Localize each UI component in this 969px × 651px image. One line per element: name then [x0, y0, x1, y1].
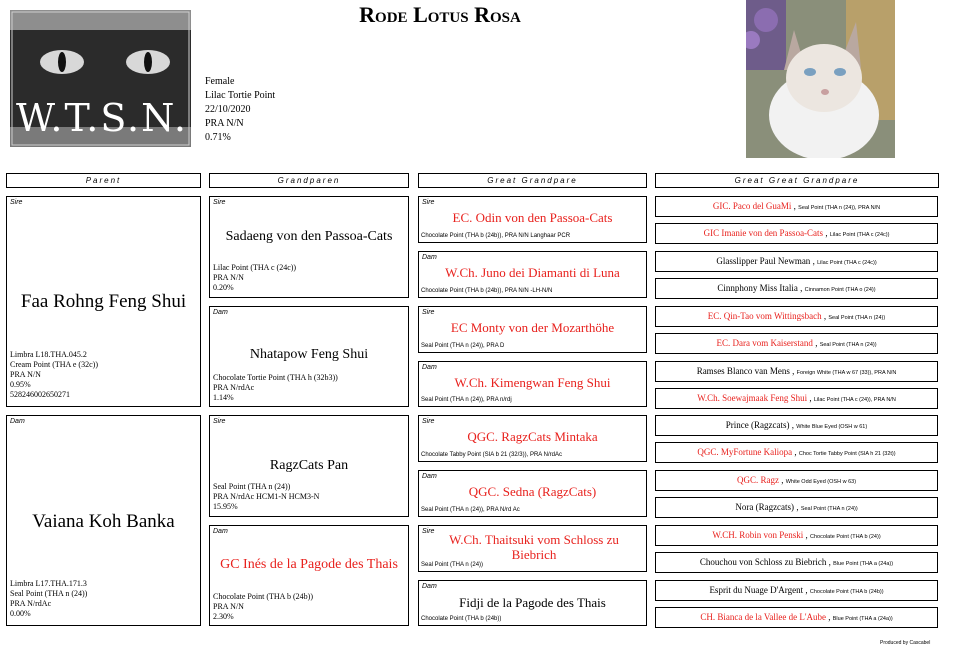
parent-pra: PRA N/N	[10, 370, 41, 379]
great-grandparent-name: W.Ch. Juno dei Diamanti di Luna	[445, 265, 620, 280]
role-label: Sire	[10, 199, 23, 206]
ggg-name: QGC. Ragz	[736, 475, 779, 485]
ggg-name: GIC. Paco del GuaMi	[712, 201, 792, 211]
ggg-12: Nora (Ragzcats) , Seal Point (THA n (24))	[655, 497, 938, 518]
grandparent-coi: 15.95%	[213, 502, 238, 511]
grandparent-pra: PRA N/N	[213, 602, 244, 611]
grandparent-1	[209, 196, 409, 298]
parent-name: Faa Rohng Feng Shui	[20, 291, 187, 312]
ggg-name: CH. Bianca de la Vallee de L'Aube	[700, 612, 826, 622]
ggg-info: Seal Point (THA n (24))	[828, 315, 886, 321]
cat-sex: Female	[205, 76, 235, 87]
parent-pra: PRA N/rdAc	[10, 599, 52, 608]
great-grandparent-8	[418, 580, 647, 626]
ggg-info: White Odd Eyed (OSH w 63)	[785, 479, 857, 485]
ggg-11: QGC. Ragz , White Odd Eyed (OSH w 63)	[655, 470, 938, 491]
great-grandparent-5	[418, 415, 647, 462]
parent-reg: Limbra L18.THA.045.2	[10, 350, 87, 359]
great-grandparent-info: Chocolate Tabby Point (SIA b 21 (32/3)), PRA N/rdAc	[421, 452, 562, 458]
ggg-13: W.CH. Robin von Penski , Chocolate Point (THA b (24))	[655, 525, 938, 546]
great-grandparent-info: Chocolate Point (THA b (24b)), PRA N/N Langhaar PCR	[421, 233, 571, 239]
grandparent-3	[209, 415, 409, 517]
grandparent-name: Nhatapow Feng Shui	[249, 347, 369, 362]
parent-color: Seal Point (THA n (24))	[10, 589, 88, 598]
parent-dam	[6, 415, 201, 626]
ggg-6: EC. Dara vom Kaiserstand , Seal Point (THA n (24))	[655, 333, 938, 354]
role-label: Dam	[213, 528, 228, 535]
ggg-7: Ramses Blanco van Mens , Foreign White (THA w 67 (33)), PRA N/N	[655, 361, 938, 382]
cat-photo-image	[746, 0, 895, 158]
ggg-name: W.Ch. Soewajmaak Feng Shui	[697, 393, 808, 403]
great-grandparent-1	[418, 196, 647, 243]
ggg-info: Lilac Point (THA c (24)), PRA N/N	[813, 397, 896, 403]
role-label: Dam	[422, 583, 437, 590]
cat-dob: 22/10/2020	[205, 104, 251, 115]
ggg-name: Prince (Ragzcats)	[725, 420, 790, 430]
role-label: Dam	[422, 473, 437, 480]
ggg-info: Blue Point (THA a (24a))	[832, 616, 893, 622]
ggg-name: Esprit du Nuage D'Argent	[709, 585, 804, 595]
ggg-1: GIC. Paco del GuaMi , Seal Point (THA n (24)), PRA N/N	[655, 196, 938, 217]
ggg-name: Cinnphony Miss Italia	[717, 283, 798, 293]
role-label: Sire	[422, 199, 435, 206]
parent-sire	[6, 196, 201, 407]
ggg-5: EC. Qin-Tao vom Wittingsbach , Seal Point (THA n (24))	[655, 306, 938, 327]
great-grandparent-4	[418, 361, 647, 407]
header-great-grandparent: Great Grandpare	[418, 173, 647, 188]
grandparent-pra: PRA N/rdAc	[213, 383, 255, 392]
great-grandparent-name: EC Monty von der Mozarthöhe	[450, 320, 615, 335]
grandparent-name: Sadaeng von den Passoa-Cats	[225, 229, 393, 244]
ggg-info: Chocolate Point (THA b (24))	[810, 534, 881, 540]
ggg-9: Prince (Ragzcats) , White Blue Eyed (OSH w 61)	[655, 415, 938, 436]
great-grandparent-name: QGC. RagzCats Mintaka	[467, 429, 598, 444]
ggg-info: Blue Point (THA a (24a))	[833, 561, 894, 567]
logo-text: W.T.S.N.	[16, 96, 188, 140]
role-label: Sire	[213, 199, 226, 206]
parent-coi: 0.00%	[10, 609, 31, 618]
ggg-10: QGC. MyFortune Kaliopa , Choc Tortie Tabby Point (SIA h 21 (32t))	[655, 442, 938, 463]
grandparent-2	[209, 306, 409, 407]
parent-color: Cream Point (THA e (32c))	[10, 360, 98, 369]
ggg-info: Chocolate Point (THA b (24b))	[809, 589, 884, 595]
grandparent-color: Lilac Point (THA c (24c))	[213, 263, 297, 272]
footer-credit: Produced by Cascabel	[880, 640, 931, 646]
great-grandparent-name: W.Ch. Kimengwan Feng Shui	[454, 375, 611, 390]
ggg-info: Lilac Point (THA c (24c))	[829, 232, 890, 238]
great-grandparent-7	[418, 525, 647, 572]
great-grandparent-info: Seal Point (THA n (24)), PRA D	[421, 343, 505, 349]
parent-reg: Limbra L17.THA.171.3	[10, 579, 87, 588]
ggg-info: Choc Tortie Tabby Point (SIA h 21 (32t))	[798, 451, 896, 457]
cat-color: Lilac Tortie Point	[205, 90, 276, 101]
ggg-info: Lilac Point (THA c (24c))	[817, 260, 877, 266]
grandparent-color: Chocolate Tortie Point (THA h (32b3))	[213, 373, 338, 382]
cat-pra: PRA N/N	[205, 118, 244, 129]
grandparent-coi: 2.30%	[213, 612, 234, 621]
role-label: Sire	[422, 309, 435, 316]
great-grandparent-info: Seal Point (THA n (24)), PRA N/rd Ac	[421, 507, 520, 513]
cat-coi: 0.71%	[205, 132, 231, 143]
ggg-info: Seal Point (THA n (24))	[800, 506, 858, 512]
role-label: Dam	[422, 254, 437, 261]
page-title: Rode Lotus Rosa	[359, 2, 521, 27]
ggg-name: W.CH. Robin von Penski	[712, 530, 804, 540]
ggg-info: Cinnamon Point (THA o (24))	[804, 287, 876, 293]
grandparent-4	[209, 525, 409, 626]
ggg-3: Glasslipper Paul Newman , Lilac Point (THA c (24c))	[655, 251, 938, 272]
great-grandparent-name: QGC. Sedna (RagzCats)	[468, 484, 597, 499]
parent-coi: 0.95%	[10, 380, 31, 389]
great-grandparent-info: Chocolate Point (THA b (24b))	[421, 616, 502, 622]
ggg-name: GIC Imanie von den Passoa-Cats	[703, 228, 824, 238]
great-grandparent-info: Seal Point (THA n (24)), PRA n/rdj	[421, 397, 512, 403]
grandparent-pra: PRA N/rdAc HCM1-N HCM3-N	[213, 492, 320, 501]
ggg-info: Foreign White (THA w 67 (33)), PRA N/N	[796, 370, 897, 376]
grandparent-coi: 0.20%	[213, 283, 234, 292]
ggg-name: QGC. MyFortune Kaliopa	[697, 447, 793, 457]
great-grandparent-name: W.Ch. Thaitsuki vom Schloss zu Biebrich	[449, 532, 619, 562]
role-label: Dam	[422, 364, 437, 371]
ggg-info: Seal Point (THA n (24)), PRA N/N	[798, 205, 881, 211]
ggg-4: Cinnphony Miss Italia , Cinnamon Point (THA o (24))	[655, 278, 938, 299]
grandparent-pra: PRA N/N	[213, 273, 244, 282]
role-label: Sire	[422, 418, 435, 425]
grandparent-coi: 1.14%	[213, 393, 234, 402]
header-grandparent: Grandparen	[209, 173, 409, 188]
ggg-name: EC. Qin-Tao vom Wittingsbach	[707, 311, 822, 321]
ggg-14: Chouchou von Schloss zu Biebrich , Blue Point (THA a (24a))	[655, 552, 938, 573]
ggg-16: CH. Bianca de la Vallee de L'Aube , Blue Point (THA a (24a))	[655, 607, 938, 628]
role-label: Dam	[10, 418, 25, 425]
grandparent-color: Seal Point (THA n (24))	[213, 482, 291, 491]
parent-chip: 528246002650271	[10, 390, 70, 399]
ggg-name: Chouchou von Schloss zu Biebrich	[699, 557, 827, 567]
ggg-info: White Blue Eyed (OSH w 61)	[796, 424, 868, 430]
great-grandparent-2	[418, 251, 647, 298]
great-grandparent-3	[418, 306, 647, 353]
great-grandparent-name: EC. Odin von den Passoa-Cats	[452, 210, 613, 225]
cat-photo	[746, 0, 895, 158]
great-grandparent-name: Fidji de la Pagode des Thais	[459, 595, 606, 610]
grandparent-name: GC Inés de la Pagode des Thais	[220, 557, 398, 572]
role-label: Sire	[213, 418, 226, 425]
grandparent-name: RagzCats Pan	[269, 458, 349, 473]
cat-summary	[205, 75, 275, 145]
ggg-info: Seal Point (THA n (24))	[819, 342, 877, 348]
ggg-15: Esprit du Nuage D'Argent , Chocolate Point (THA b (24b))	[655, 580, 938, 601]
great-grandparent-info: Chocolate Point (THA b (24b)), PRA N/N -LH-N/N	[421, 288, 553, 294]
role-label: Dam	[213, 309, 228, 316]
grandparent-color: Chocolate Point (THA b (24b))	[213, 592, 313, 601]
ggg-name: Glasslipper Paul Newman	[716, 256, 811, 266]
ggg-name: EC. Dara vom Kaiserstand	[716, 338, 813, 348]
ggg-2: GIC Imanie von den Passoa-Cats , Lilac Point (THA c (24c))	[655, 223, 938, 244]
header-parent: Parent	[6, 173, 201, 188]
great-grandparent-6	[418, 470, 647, 517]
great-grandparent-info: Seal Point (THA n (24))	[421, 562, 484, 568]
ggg-name: Ramses Blanco van Mens	[696, 366, 790, 376]
ggg-8: W.Ch. Soewajmaak Feng Shui , Lilac Point (THA c (24)), PRA N/N	[655, 388, 938, 409]
role-label: Sire	[422, 528, 435, 535]
ggg-name: Nora (Ragzcats)	[735, 502, 795, 512]
logo	[10, 10, 191, 147]
header-great-great-grandparent: Great Great Grandpare	[655, 173, 939, 188]
parent-name: Vaiana Koh Banka	[32, 511, 175, 532]
